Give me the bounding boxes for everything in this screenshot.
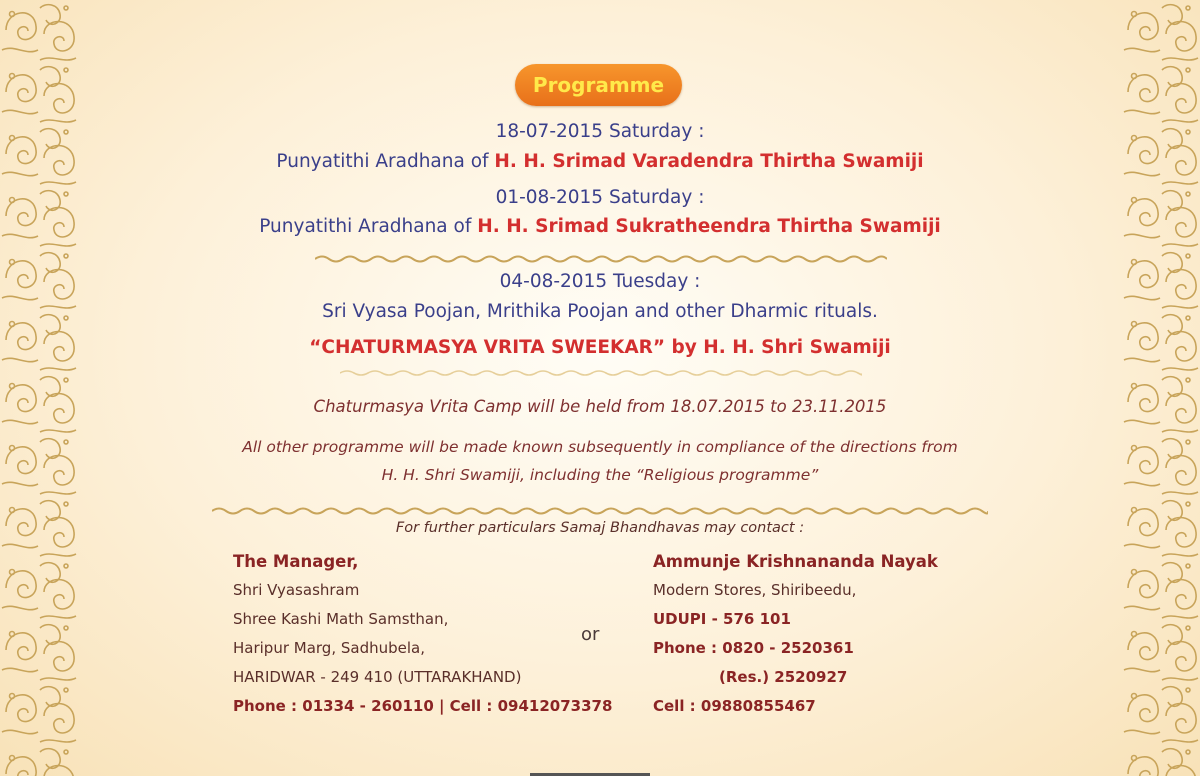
contact-left-line4: HARIDWAR - 249 410 (UTTARAKHAND) [233,668,522,686]
wavy-divider-1 [315,253,887,265]
other-programme-note-line1: All other programme will be made known subsequently in compliance of the directions from [242,438,958,456]
contact-right-phone: Phone : 0820 - 2520361 [653,639,854,657]
event-3-description: Sri Vyasa Poojan, Mrithika Poojan and other Dharmic rituals. [322,301,878,322]
or-separator: or [581,624,600,645]
contact-right-line2: UDUPI - 576 101 [653,610,791,628]
contact-left-title: The Manager, [233,552,359,571]
event-3-date: 04-08-2015 Tuesday : [499,271,701,292]
contact-right-cell: Cell : 09880855467 [653,697,816,715]
event-1-description [0,151,1200,172]
event-3-highlight: “CHATURMASYA VRITA SWEEKAR” by H. H. Shri Swamiji [309,337,891,358]
event-2-prefix: Punyatithi Aradhana of [259,216,478,237]
contact-right-res: (Res.) 2520927 [719,668,848,686]
event-1-date: 18-07-2015 Saturday : [495,121,705,142]
event-2-description [0,216,1200,237]
event-1-prefix: Punyatithi Aradhana of [276,151,495,172]
camp-note: Chaturmasya Vrita Camp will be held from 18.07.2015 to 23.11.2015 [313,397,887,416]
other-programme-note-line2: H. H. Shri Swamiji, including the “Religious programme” [381,466,819,484]
contact-left [233,547,612,721]
event-1-highlight: H. H. Srimad Varadendra Thirtha Swamiji [494,151,924,172]
contact-right-line1: Modern Stores, Shiribeedu, [653,581,857,599]
wavy-divider-2 [340,368,862,378]
contact-left-line1: Shri Vyasashram [233,581,360,599]
event-2-highlight: H. H. Srimad Sukratheendra Thirtha Swamiji [477,216,941,237]
contact-left-line3: Haripur Marg, Sadhubela, [233,639,425,657]
contact-right-title: Ammunje Krishnananda Nayak [653,552,938,571]
contact-right [653,547,938,721]
programme-badge: Programme [515,64,682,106]
wavy-divider-3 [212,505,988,517]
contact-left-phone: Phone : 01334 - 260110 | Cell : 09412073378 [233,697,613,715]
contact-left-line2: Shree Kashi Math Samsthan, [233,610,449,628]
contact-intro: For further particulars Samaj Bhandhavas may contact : [395,520,805,536]
event-2-date: 01-08-2015 Saturday : [495,187,705,208]
